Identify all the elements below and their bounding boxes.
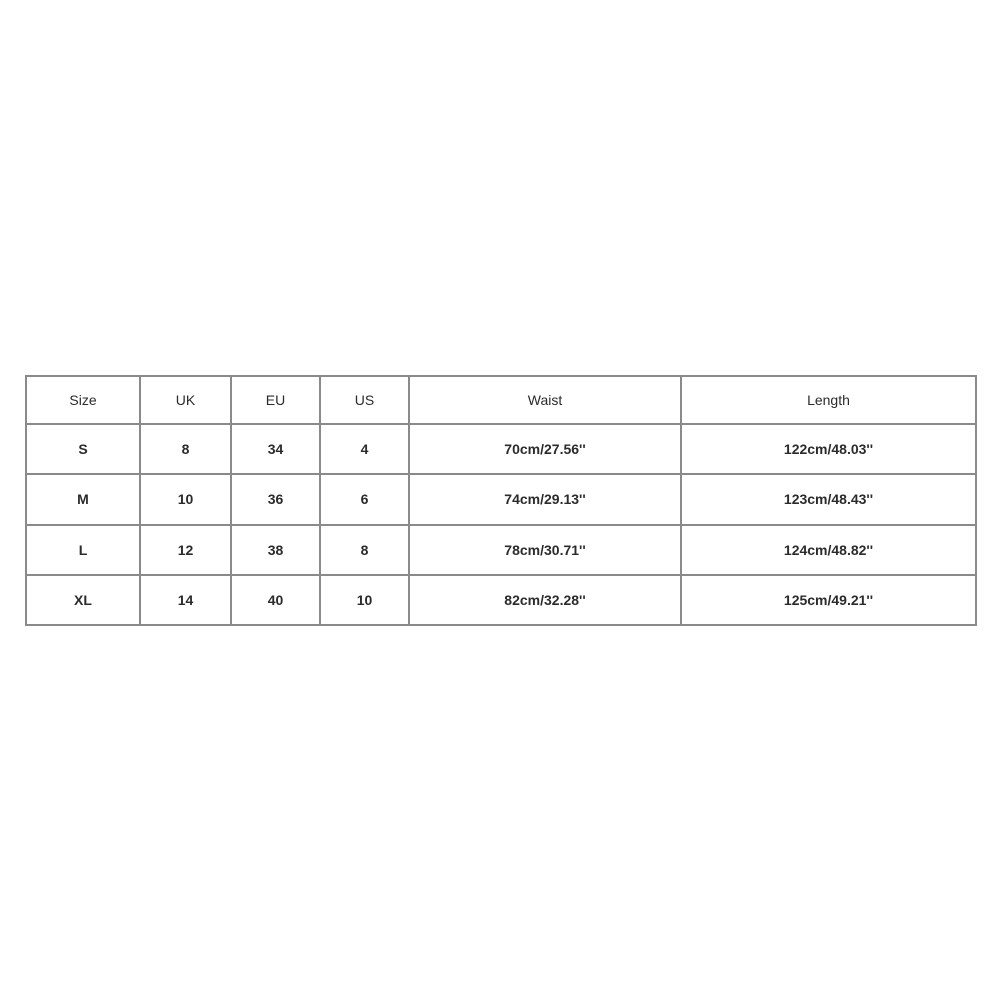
cell-us: 6 <box>320 474 409 524</box>
cell-length: 122cm/48.03'' <box>681 424 976 474</box>
header-size: Size <box>26 376 140 424</box>
cell-size: S <box>26 424 140 474</box>
cell-uk: 8 <box>140 424 231 474</box>
cell-length: 125cm/49.21'' <box>681 575 976 625</box>
size-chart-table <box>25 375 977 626</box>
table-row <box>26 525 976 575</box>
cell-waist: 70cm/27.56'' <box>409 424 681 474</box>
table-row <box>26 575 976 625</box>
cell-size: L <box>26 525 140 575</box>
cell-uk: 12 <box>140 525 231 575</box>
cell-uk: 10 <box>140 474 231 524</box>
cell-us: 8 <box>320 525 409 575</box>
header-waist: Waist <box>409 376 681 424</box>
cell-eu: 36 <box>231 474 320 524</box>
cell-size: M <box>26 474 140 524</box>
cell-us: 4 <box>320 424 409 474</box>
cell-uk: 14 <box>140 575 231 625</box>
header-uk: UK <box>140 376 231 424</box>
cell-eu: 38 <box>231 525 320 575</box>
cell-eu: 34 <box>231 424 320 474</box>
header-length: Length <box>681 376 976 424</box>
cell-waist: 82cm/32.28'' <box>409 575 681 625</box>
cell-length: 123cm/48.43'' <box>681 474 976 524</box>
table-header-row <box>26 376 976 424</box>
table-row <box>26 424 976 474</box>
cell-waist: 74cm/29.13'' <box>409 474 681 524</box>
header-us: US <box>320 376 409 424</box>
header-eu: EU <box>231 376 320 424</box>
cell-us: 10 <box>320 575 409 625</box>
table-row <box>26 474 976 524</box>
cell-waist: 78cm/30.71'' <box>409 525 681 575</box>
cell-length: 124cm/48.82'' <box>681 525 976 575</box>
cell-eu: 40 <box>231 575 320 625</box>
cell-size: XL <box>26 575 140 625</box>
